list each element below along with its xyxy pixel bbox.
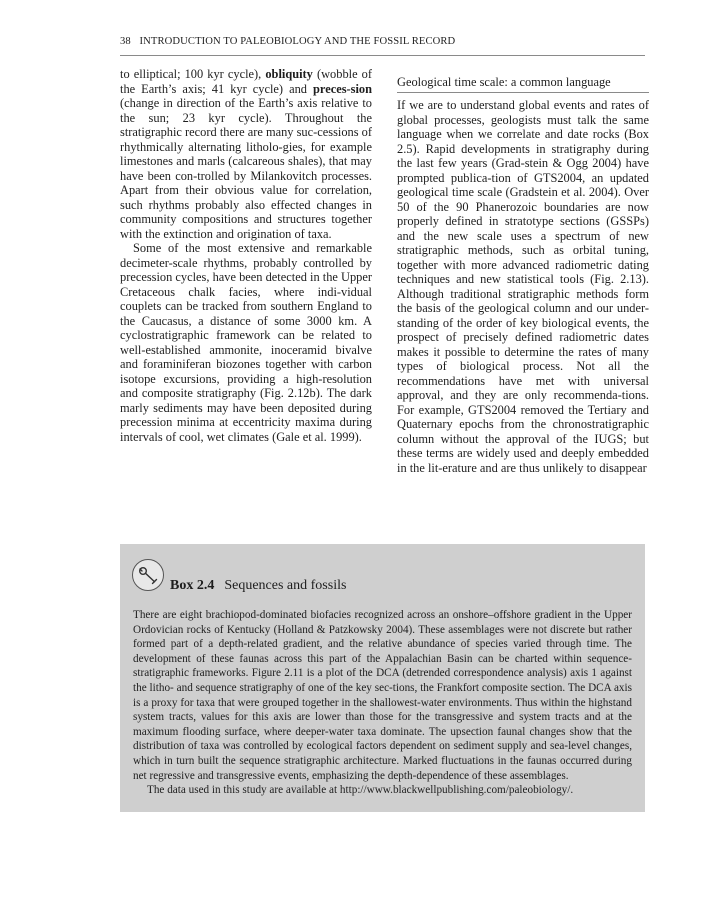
box-body xyxy=(133,608,632,798)
right-paragraph-1: If we are to understand global events and rates of global processes, geologists must talk the same language when we correlate and date rocks (Box 2.5). Rapid developments in stratigraphy during the last few years (Grad-stein & Ogg 2004) have prompted publica-tion of GTS2004, an updated geological time scale (Gradstein et al. 2004). Over 50 of the 90 Phanerozoic boundaries are now properly defined in stratotype sections (GSSPs) and the new scale uses a spectrum of new stratigraphic methods, such as orbital tuning, together with more advanced radiometric dating techniques and new statistical tools (Fig. 2.13). Although traditional stratigraphic methods form the basis of the geological column and our under-standing of the order of key biological events, the prospect of precisely defined radiometric dates makes it possible to determine the rates of many types of biological process. Not all the recommendations have met with universal approval, and they are only recommenda-tions. For example, GTS2004 removed the Tertiary and Quaternary epochs from the chronostratigraphic column without the approval of the IUGS; but these terms are widely used and deeply embedded in the lit-erature and are thus unlikely to disappear xyxy=(397,98,649,475)
term-precession: preces-sion xyxy=(313,81,372,96)
header-divider xyxy=(120,55,645,56)
left-paragraph-1 xyxy=(120,67,372,241)
box-paragraph-2: The data used in this study are available at http://www.blackwellpublishing.com/paleobiology/. xyxy=(147,784,574,797)
text-run: to elliptical; 100 kyr cycle), xyxy=(120,67,266,81)
page-number: 38 xyxy=(120,36,131,47)
running-title: INTRODUCTION TO PALEOBIOLOGY AND THE FOSSIL RECORD xyxy=(139,36,456,47)
box-number: Box 2.4 xyxy=(170,578,215,593)
running-header xyxy=(120,36,645,47)
section-heading: Geological time scale: a common language xyxy=(397,75,649,93)
box-paragraph-1: There are eight brachiopod-dominated biofacies recognized across an onshore–offshore gradient in the Upper Ordovician rocks of Kentucky (Holland & Patzkowsky 2004). These assemblages were not discrete but rather formed part of a depth-related gradient, and the relative abundance of species varied through time. The development of these faunas across this part of the Appalachian Basin can be charted within sequence-stratigraphic frameworks. Figure 2.11 is a plot of the DCA (detrended correspondence analysis) axis 1 against the litho- and sequence stratigraphy of one of the key sec-tions, the Frankfort composite section. The DCA axis is a proxy for taxa that were grouped together in the shallowest-water environments. Thus within the highstand system tracts, values for this axis are lower than those for the transgressive and system tracts and at the maximum flooding surface, where deeper-water taxa dominate. The upsection faunal changes show that the distribution of taxa was controlled by ecological factors dependent on sediment supply and sea-level changes, which in turn built the sequence stratigraphic architecture. Marked fluctuations in the faunas occurred during net regressive and transgressive events, emphasizing the depth-dependence of these assemblages. xyxy=(133,609,632,782)
term-obliquity: obliquity xyxy=(265,67,313,81)
left-column xyxy=(120,67,372,444)
text-run: (change in direction of the Earth’s axis relative to the sun; 23 kyr cycle). Throughout the stratigraphic record there are many suc-cessions of rhythmically alternating litholo-gies, for example limestones and marls (calcareous shales), that may have been con-trolled by Milankovitch processes. Apart from their obvious value for correlation, such rhythms probably also effected changes in community compositions and structures together with the extinction and origination of taxa. xyxy=(120,96,372,241)
wrench-icon xyxy=(132,559,164,591)
box-title-text: Sequences and fossils xyxy=(224,578,347,593)
box-title xyxy=(170,578,346,594)
left-paragraph-2: Some of the most extensive and remarkable decimeter-scale rhythms, probably controlled by precession cycles, have been detected in the Upper Cretaceous chalk facies, where indi-vidual couplets can be tracked from southern England to the Caucasus, a distance of some 3000 km. A cyclostratigraphic framework can be related to well-established ammonite, inoceramid bivalve and foraminiferan biozones together with carbon isotope excursions, providing a high-resolution and composite stratigraphy (Fig. 2.12b). The dark marly sediments may have been deposited during precession minima at eccentricity maxima during intervals of cool, wet climates (Gale et al. 1999). xyxy=(120,241,372,444)
text-run: (wobble of the Earth’s axis; 41 kyr cycle) and xyxy=(120,67,372,96)
box-2-4 xyxy=(120,544,645,812)
right-column xyxy=(397,75,649,475)
